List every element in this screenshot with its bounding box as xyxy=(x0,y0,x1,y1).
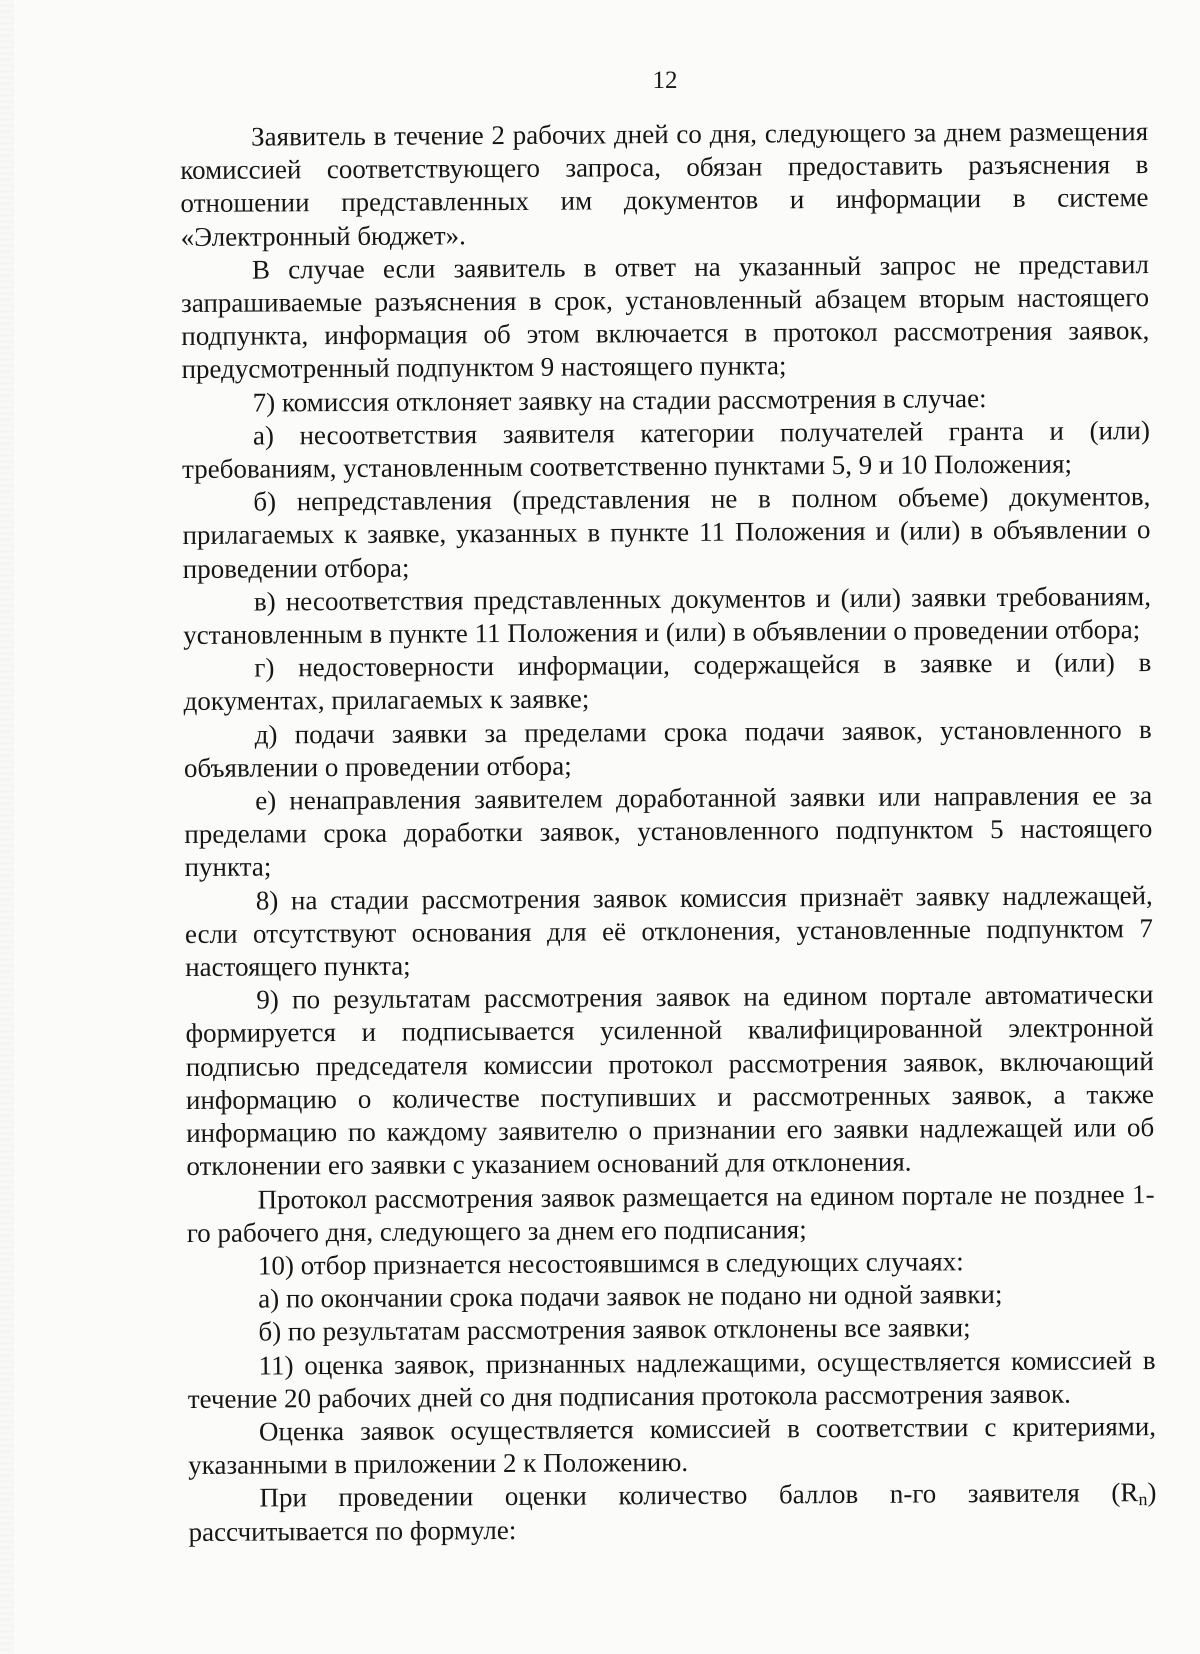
paragraph-item-7a: а) несоответствия заявителя категории получателей гранта и (или) требованиям, установленным соответственно пунктами 5, 9 и 10 Положения; xyxy=(182,414,1150,485)
score-subscript: n xyxy=(1138,1489,1148,1510)
paragraph-item-7e: е) ненаправления заявителем доработанной заявки или направления ее за пределами срока доработки заявок, установленного подпунктом 5 настоящего пункта; xyxy=(184,780,1153,883)
paragraph-item-11: 11) оценка заявок, признанных надлежащими, осуществляется комиссией в течение 20 рабочих дней со дня подписания протокола рассмотрения заявок. xyxy=(187,1344,1156,1414)
paragraph-applicant-clarification: Заявитель в течение 2 рабочих дней со дня, следующего за днем размещения комиссией соответствующего запроса, обязан предоставить разъяснения в отношении представленных им документов и информации в системе «Электронный бюджет». xyxy=(180,116,1149,252)
paragraph-item-7: 7) комиссия отклоняет заявку на стадии рассмотрения в случае: xyxy=(252,382,987,418)
paragraph-evaluation-criteria: Оценка заявок осуществляется комиссией в соответствии с критериями, указанными в приложении 2 к Положению. xyxy=(188,1410,1157,1481)
paragraph-item-10b: б) по результатам рассмотрения заявок отклонены все заявки; xyxy=(258,1312,971,1347)
formula-intro-text-start: При проведении оценки количество баллов n-го заявителя (R xyxy=(259,1477,1139,1513)
paragraph-item-10: 10) отбор признается несостоявшимся в следующих случаях: xyxy=(257,1246,964,1281)
page-number: 12 xyxy=(652,67,678,94)
document-body xyxy=(180,115,1157,1549)
paragraph-item-9: 9) по результатам рассмотрения заявок на едином портале автоматически формируется и подписывается усиленной квалифицированной электронной подписью председателя комиссии протокол рассмотрения заявок, включающий информацию о количестве поступивших и рассмотренных заявок, а также информацию по каждому заявителю о признании его заявки надлежащей или об отклонении его заявки с указанием оснований для отклонения. xyxy=(185,979,1155,1182)
paragraph-item-7b: б) непредставления (представления не в полном объеме) документов, прилагаемых к заявке, указанных в пункте 11 Положения и (или) в объявлении о проведении отбора; xyxy=(182,481,1151,584)
scan-edge xyxy=(0,0,14,1654)
paragraph-item-7g: г) недостоверности информации, содержащейся в заявке и (или) в документах, прилагаемых к заявке; xyxy=(183,647,1152,717)
paragraph-item-7v: в) несоответствия представленных документов и (или) заявки требованиям, установленным в пункте 11 Положения и (или) в объявлении о проведении отбора; xyxy=(183,580,1152,651)
paragraph-protocol-publication: Протокол рассмотрения заявок размещается на едином портале не позднее 1-го рабочего дня, следующего за днем его подписания; xyxy=(186,1178,1155,1248)
formula-intro-text-end: ) рассчитывается по формуле: xyxy=(188,1477,1157,1547)
paragraph-score-formula-intro xyxy=(188,1476,1156,1548)
paragraph-no-clarification: В случае если заявитель в ответ на указанный запрос не представил запрашиваемые разъяснения в срок, установленный абзацем вторым настоящего подпункта, информация об этом включается в протокол рассмотрения заявок, предусмотренный подпунктом 9 настоящего пункта; xyxy=(181,248,1150,385)
paragraph-item-10a: а) по окончании срока подачи заявок не подано ни одной заявки; xyxy=(258,1279,1003,1314)
paragraph-item-7d: д) подачи заявки за пределами срока подачи заявок, установленного в объявлении о проведении отбора; xyxy=(183,713,1152,783)
paragraph-item-8: 8) на стадии рассмотрения заявок комиссия признаёт заявку надлежащей, если отсутствуют основания для её отклонения, установленные подпунктом 7 настоящего пункта; xyxy=(184,879,1154,983)
